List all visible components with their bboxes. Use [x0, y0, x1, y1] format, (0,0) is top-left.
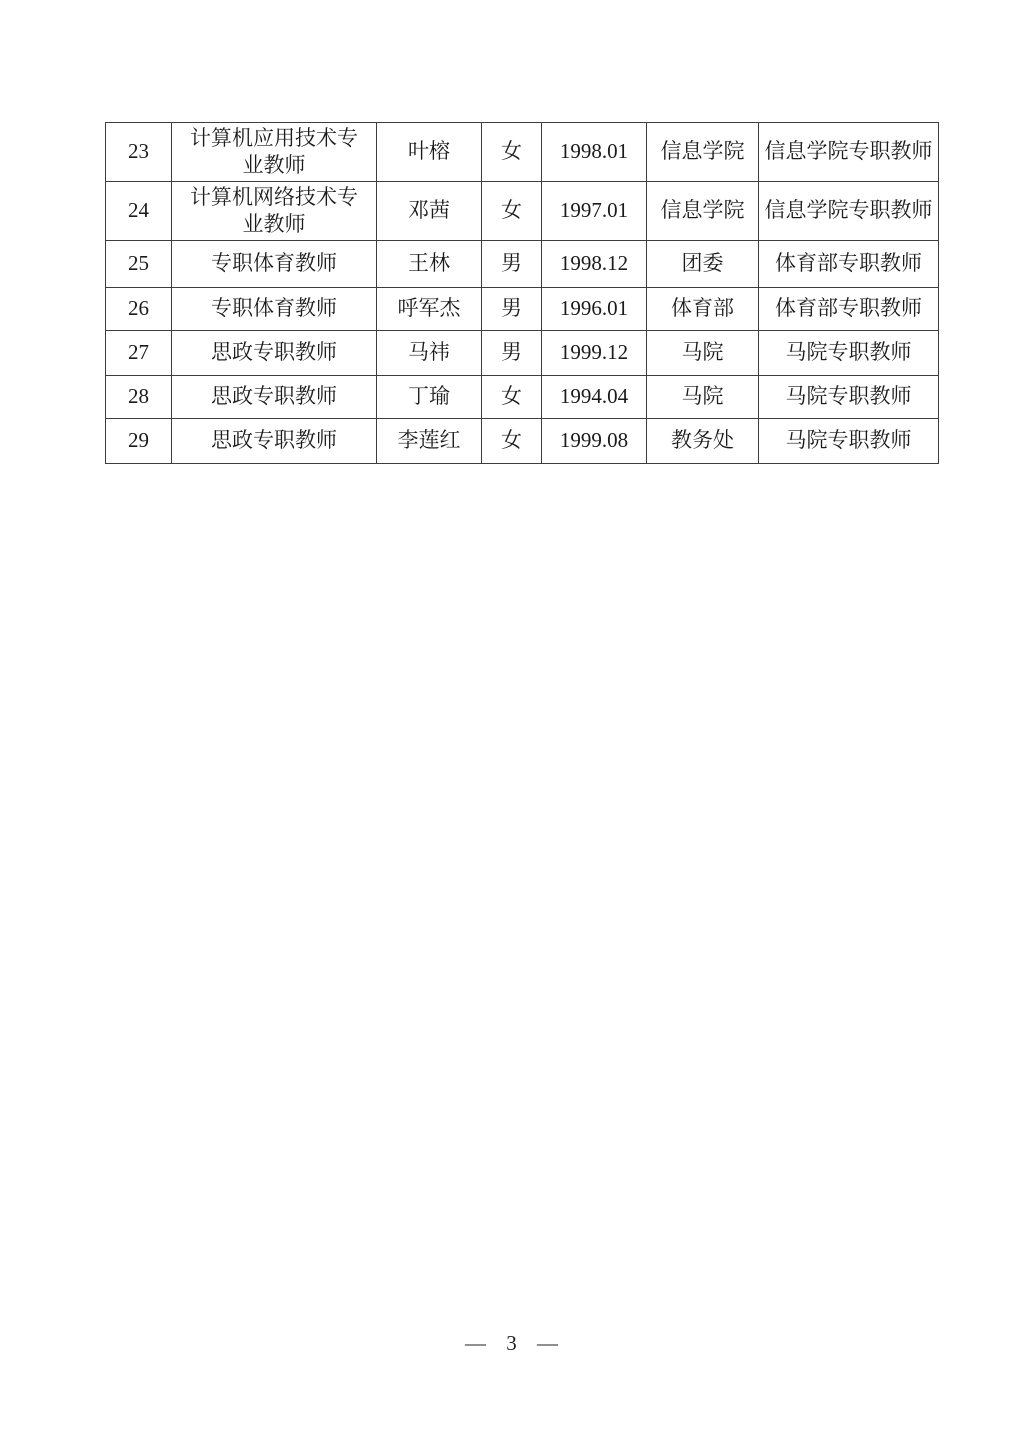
page-number-footer: — 3 —	[465, 1331, 559, 1355]
cell-department: 体育部	[647, 287, 759, 330]
cell-department: 马院	[647, 375, 759, 418]
table-row	[106, 240, 939, 287]
cell-position: 专职体育教师	[172, 240, 377, 287]
cell-birth-date: 1999.08	[542, 418, 647, 463]
cell-gender: 女	[482, 375, 542, 418]
cell-birth-date: 1996.01	[542, 287, 647, 330]
cell-name: 王林	[377, 240, 482, 287]
cell-remark: 信息学院专职教师	[759, 123, 939, 182]
cell-department: 教务处	[647, 418, 759, 463]
cell-gender: 男	[482, 287, 542, 330]
cell-index: 25	[106, 240, 172, 287]
table-row	[106, 375, 939, 418]
cell-birth-date: 1994.04	[542, 375, 647, 418]
cell-department: 信息学院	[647, 123, 759, 182]
cell-index: 27	[106, 330, 172, 375]
cell-index: 29	[106, 418, 172, 463]
cell-gender: 女	[482, 181, 542, 240]
cell-position: 专职体育教师	[172, 287, 377, 330]
cell-position: 思政专职教师	[172, 330, 377, 375]
table-row	[106, 418, 939, 463]
teacher-roster-table	[105, 122, 939, 464]
cell-remark: 体育部专职教师	[759, 240, 939, 287]
cell-name: 李莲红	[377, 418, 482, 463]
cell-index: 26	[106, 287, 172, 330]
cell-name: 邓茜	[377, 181, 482, 240]
cell-department: 马院	[647, 330, 759, 375]
cell-remark: 马院专职教师	[759, 375, 939, 418]
cell-remark: 马院专职教师	[759, 418, 939, 463]
cell-birth-date: 1998.01	[542, 123, 647, 182]
cell-remark: 马院专职教师	[759, 330, 939, 375]
cell-remark: 体育部专职教师	[759, 287, 939, 330]
table-row	[106, 181, 939, 240]
cell-birth-date: 1999.12	[542, 330, 647, 375]
cell-gender: 女	[482, 418, 542, 463]
cell-name: 马祎	[377, 330, 482, 375]
table-row	[106, 123, 939, 182]
cell-position: 计算机应用技术专业教师	[172, 123, 377, 182]
cell-name: 丁瑜	[377, 375, 482, 418]
cell-department: 团委	[647, 240, 759, 287]
cell-remark: 信息学院专职教师	[759, 181, 939, 240]
cell-position: 计算机网络技术专业教师	[172, 181, 377, 240]
cell-name: 呼军杰	[377, 287, 482, 330]
cell-position: 思政专职教师	[172, 375, 377, 418]
cell-department: 信息学院	[647, 181, 759, 240]
table-row	[106, 287, 939, 330]
cell-gender: 男	[482, 330, 542, 375]
table-row	[106, 330, 939, 375]
cell-index: 24	[106, 181, 172, 240]
cell-birth-date: 1997.01	[542, 181, 647, 240]
cell-gender: 女	[482, 123, 542, 182]
cell-name: 叶榕	[377, 123, 482, 182]
cell-gender: 男	[482, 240, 542, 287]
cell-index: 28	[106, 375, 172, 418]
cell-birth-date: 1998.12	[542, 240, 647, 287]
cell-position: 思政专职教师	[172, 418, 377, 463]
cell-index: 23	[106, 123, 172, 182]
